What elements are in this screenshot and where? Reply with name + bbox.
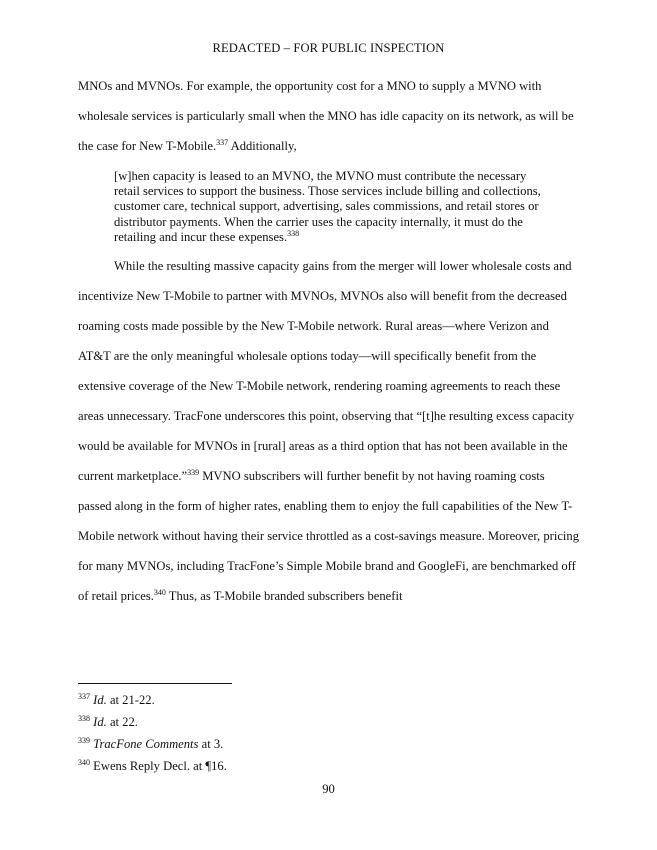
paragraph-2-text-a: While the resulting massive capacity gains from the merger will lower wholesale costs and incentivize New T-Mobile to partner with MVNOs, MVNOs also will benefit from the decreased roaming costs made possible by the New T-Mobile network. Rural areas—where Verizon and AT&T are the only meaningful wholesale options today—will specifically benefit from the extensive coverage of the New T-Mobile network, rendering roaming agreements to reach these areas unnecessary. TracFone underscores this point, observing that “[t]he resulting excess capacity would be available for MVNOs in [rural] areas as a third option that has not been available in the current marketplace.” xyxy=(78,259,575,484)
page-header: REDACTED – FOR PUBLIC INSPECTION xyxy=(212,41,445,55)
footnote-339 xyxy=(78,733,580,755)
page-number: 90 xyxy=(322,782,335,796)
block-quote-text: [w]hen capacity is leased to an MVNO, the MVNO must contribute the necessary retail services to support the business. Those services include billing and collections, customer care, technical support, advertising, sales commissions, and retail stores or distributor payments. When the carrier uses the capacity internally, it must do the retailing and incur these expenses. xyxy=(114,169,541,244)
footnote-ref-338[interactable]: 338 xyxy=(287,228,300,238)
footnote-text: at 3. xyxy=(198,737,224,751)
footnote-citation: Id. xyxy=(93,693,107,707)
paragraph-2 xyxy=(78,251,580,611)
footnote-citation: Id. xyxy=(93,715,107,729)
footnote-ref-340[interactable]: 340 xyxy=(153,588,166,598)
footnote-citation: TracFone Comments xyxy=(93,737,199,751)
paragraph-2-text-c: Thus, as T-Mobile branded subscribers benefit xyxy=(165,589,403,604)
footnote-text: at 21-22. xyxy=(106,693,155,707)
footnote-337 xyxy=(78,689,580,711)
document-body xyxy=(78,71,580,611)
footnote-divider xyxy=(78,683,232,684)
paragraph-1 xyxy=(78,71,580,161)
footnote-ref-339[interactable]: 339 xyxy=(187,468,200,478)
footnote-338 xyxy=(78,711,580,733)
footnote-number: 339 xyxy=(78,736,90,745)
paragraph-1-text-b: Additionally, xyxy=(228,139,297,153)
footnote-text: at 22. xyxy=(106,715,138,729)
footnote-text: Ewens Reply Decl. at ¶16. xyxy=(93,759,227,773)
footnote-number: 340 xyxy=(78,758,90,767)
block-quote xyxy=(78,169,580,245)
paragraph-1-text-a: MNOs and MVNOs. For example, the opportunity cost for a MNO to supply a MVNO with wholesale services is particularly small when the MNO has idle capacity on its network, as will be the case for New T-Mobile. xyxy=(78,79,574,153)
footnote-ref-337[interactable]: 337 xyxy=(216,138,229,147)
footnotes xyxy=(78,689,580,777)
paragraph-2-text-b: MVNO subscribers will further benefit by not having roaming costs passed along in the form of higher rates, enabling them to enjoy the full capabilities of the New T-Mobile network without having their service throttled as a cost-savings measure. Moreover, pricing for many MVNOs, including TracFone’s Simple Mobile brand and GoogleFi, are benchmarked off of retail prices. xyxy=(78,469,580,604)
footnote-number: 338 xyxy=(78,714,90,723)
footnote-number: 337 xyxy=(78,692,90,701)
footnote-340 xyxy=(78,755,580,777)
